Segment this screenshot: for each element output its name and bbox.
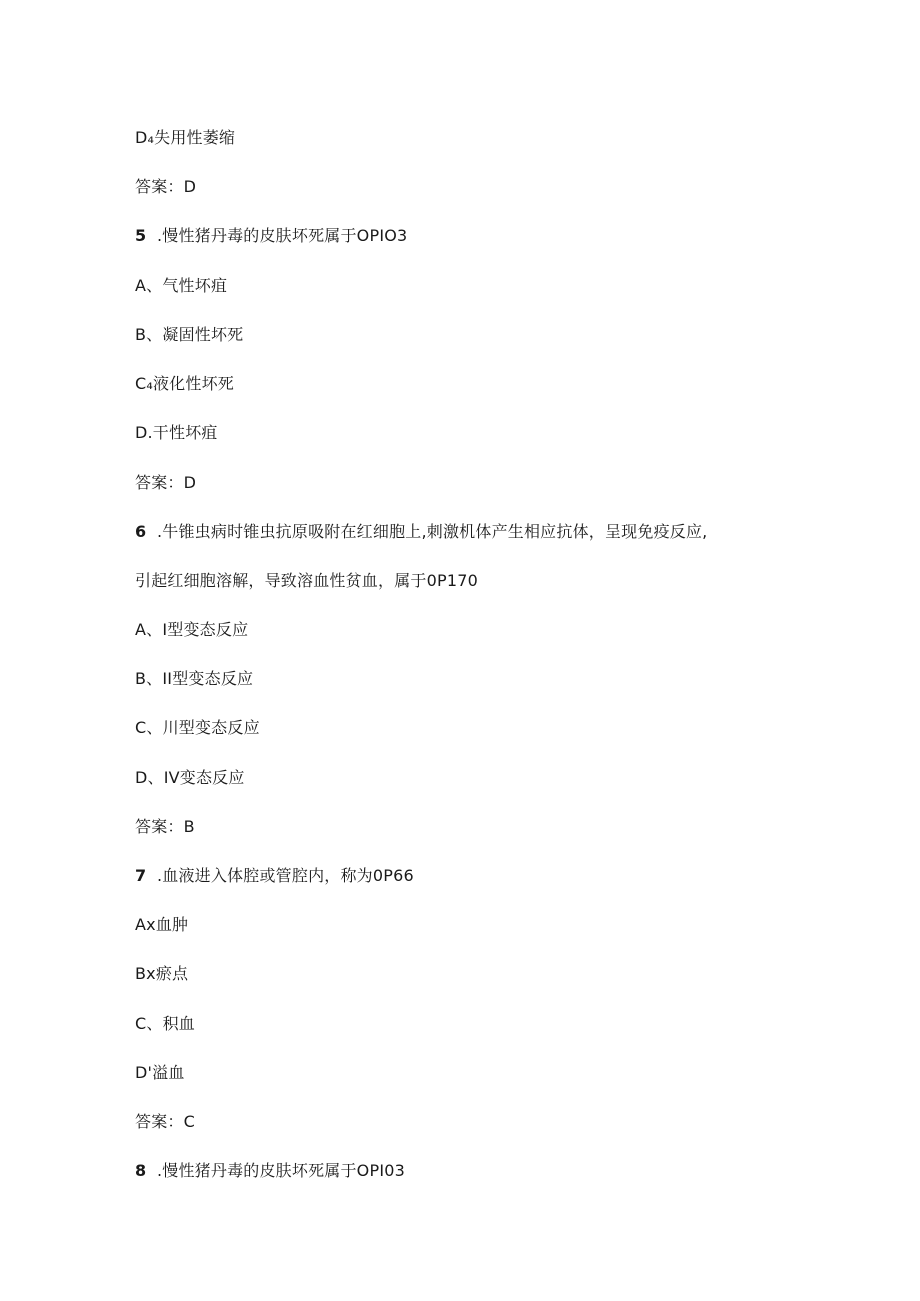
- option-a-line: Ax血肿: [135, 915, 189, 934]
- question-6-line: 6 .牛锥虫病时锥虫抗原吸附在红细胞上,刺激机体产生相应抗体，呈现免疫反应,: [135, 522, 708, 541]
- question-number: 7: [135, 866, 147, 885]
- question-7-line: 7 .血液进入体腔或管腔内，称为0P66: [135, 866, 414, 885]
- question-6-continuation: 引起红细胞溶解，导致溶血性贫血，属于0P170: [135, 571, 478, 590]
- option-b-line: Bx瘀点: [135, 964, 189, 983]
- option-c-line: C、积血: [135, 1014, 195, 1033]
- answer-line: 答案：C: [135, 1112, 195, 1131]
- answer-line: 答案：D: [135, 473, 197, 492]
- option-d-line: D'溢血: [135, 1063, 185, 1082]
- option-d-line: D.干性坏疽: [135, 423, 218, 442]
- question-number: 8: [135, 1161, 147, 1180]
- option-c-line: C₄液化性坏死: [135, 374, 234, 393]
- answer-line: 答案：D: [135, 177, 197, 196]
- question-number: 6: [135, 522, 147, 541]
- option-c-line: C、川型变态反应: [135, 718, 260, 737]
- option-b-line: B、凝固性坏死: [135, 325, 244, 344]
- question-number: 5: [135, 226, 147, 245]
- question-8-line: 8 .慢性猪丹毒的皮肤坏死属于OPI03: [135, 1161, 406, 1180]
- answer-line: 答案：B: [135, 817, 195, 836]
- option-d-line: D、IV变态反应: [135, 768, 245, 787]
- question-5-line: 5 .慢性猪丹毒的皮肤坏死属于OPIO3: [135, 226, 408, 245]
- option-a-line: A、I型变态反应: [135, 620, 249, 639]
- option-d-line: D₄失用性萎缩: [135, 128, 236, 147]
- option-b-line: B、II型变态反应: [135, 669, 254, 688]
- option-a-line: A、气性坏疽: [135, 276, 228, 295]
